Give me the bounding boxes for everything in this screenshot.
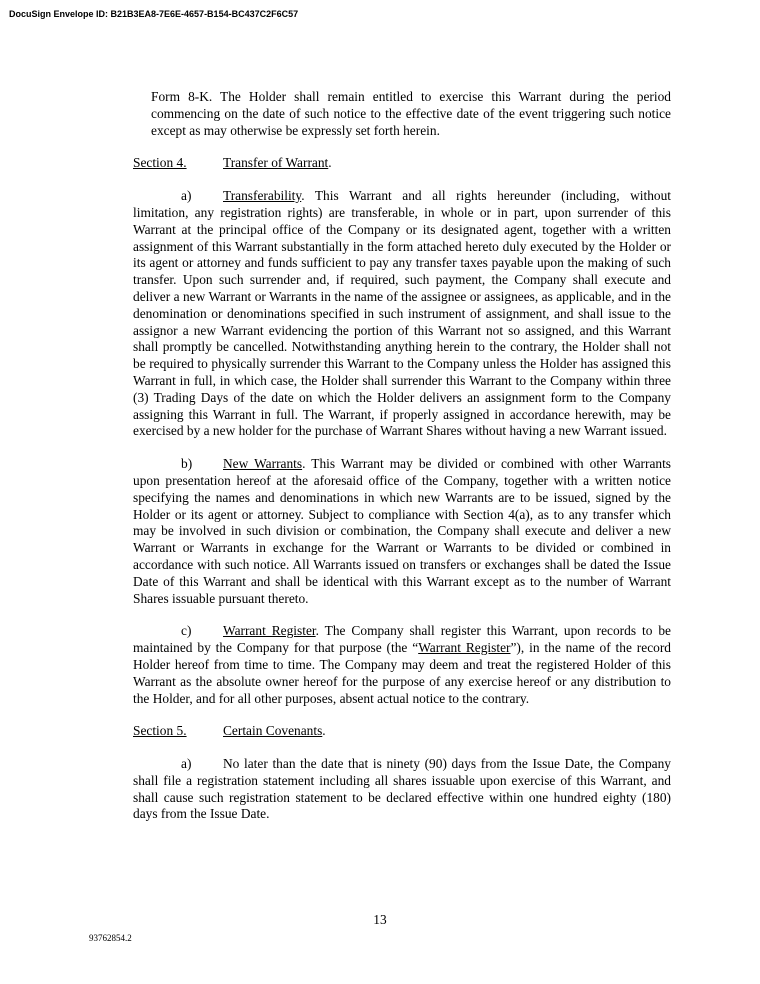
section-5-heading — [133, 723, 671, 740]
section-5a-text: No later than the date that is ninety (90) days from the Issue Date, the Company shall file a registration statement including all shares issuable upon exercise of this Warrant, and shall cause such registration statement to be declared effective within one hundred eighty (180) days from the Issue Date. — [133, 756, 671, 822]
section-4b-text: . This Warrant may be divided or combined with other Warrants upon presentation hereof at the aforesaid office of the Company, together with a written notice specifying the names and denominations in which new Warrants are to be issued, signed by the Holder or its agent or attorney. Subject to compliance with Section 4(a), as to any transfer which may be involved in such division or combination, the Company shall execute and deliver a new Warrant or Warrants in exchange for the Warrant or Warrants to be divided or combined in accordance with such notice. All Warrants issued on transfers or exchanges shall be dated the Issue Date of this Warrant and shall be identical with this Warrant except as to the number of Warrant Shares issuable pursuant thereto. — [133, 456, 672, 606]
section-4b-heading: New Warrants — [223, 456, 303, 472]
section-5-title: Certain Covenants — [223, 723, 323, 739]
section-4-title: Transfer of Warrant — [223, 155, 329, 171]
page-number: 13 — [373, 912, 387, 927]
section-4a-heading: Transferability — [223, 188, 302, 204]
docusign-envelope-id: DocuSign Envelope ID: B21B3EA8-7E6E-4657-B154-BC437C2F6C57 — [9, 9, 299, 19]
section-5-title-punct: . — [322, 723, 326, 739]
section-4c-letter: c) — [181, 623, 192, 639]
document-id: 93762854.2 — [89, 933, 132, 943]
document-page — [133, 89, 671, 839]
section-4b-letter: b) — [181, 456, 193, 472]
section-5a-letter: a) — [181, 756, 192, 772]
section-4-title-punct: . — [328, 155, 332, 171]
section-4a-letter: a) — [181, 188, 192, 204]
section-5a-paragraph — [133, 756, 671, 823]
section-4a-text: . This Warrant and all rights hereunder (including, without limitation, any registration rights) are transferable, in whole or in part, upon surrender of this Warrant at the principal office of the Company or its designated agent, together with a written assignment of this Warrant substantially in the form attached hereto duly executed by the Holder or its agent or attorney and funds sufficient to pay any transfer taxes payable upon the making of such transfer. Upon such surrender and, if required, such payment, the Company shall execute and deliver a new Warrant or Warrants in the name of the assignee or assignees, as applicable, and in the denomination or denominations specified in such instrument of assignment, and shall issue to the assignor a new Warrant evidencing the portion of this Warrant not so assigned, and this Warrant shall promptly be cancelled. Notwithstanding anything herein to the contrary, the Holder shall not be required to physically surrender this Warrant to the Company unless the Holder has assigned this Warrant in full, in which case, the Holder shall surrender this Warrant to the Company within three (3) Trading Days of the date on which the Holder delivers an assignment form to the Company assigning this Warrant in full. The Warrant, if properly assigned in accordance herewith, may be exercised by a new holder for the purchase of Warrant Shares without having a new Warrant issued. — [133, 188, 671, 439]
section-4-heading — [133, 155, 671, 172]
section-4-number: Section 4. — [133, 155, 187, 171]
section-4a-paragraph — [133, 188, 671, 440]
section-4c-defined-term: Warrant Register — [418, 640, 511, 656]
section-5-number: Section 5. — [133, 723, 187, 739]
intro-paragraph: Form 8-K. The Holder shall remain entitled to exercise this Warrant during the period commencing on the date of such notice to the effective date of the event triggering such notice except as may otherwise be expressly set forth herein. — [151, 89, 671, 138]
section-4c-heading: Warrant Register — [223, 623, 316, 639]
section-4c-text-after: ”), in the name of the record Holder hereof from time to time. The Company may deem and treat the registered Holder of this Warrant as the absolute owner hereof for the purpose of any exercise hereof or any distribution to the Holder, and for all other purposes, absent actual notice to the contrary. — [133, 640, 671, 706]
section-4c-text-before: . The Company shall register this Warrant, upon records to be maintained by the Company for that purpose (the “ — [133, 623, 671, 656]
section-4b-paragraph — [133, 456, 671, 607]
section-4c-paragraph — [133, 623, 671, 707]
